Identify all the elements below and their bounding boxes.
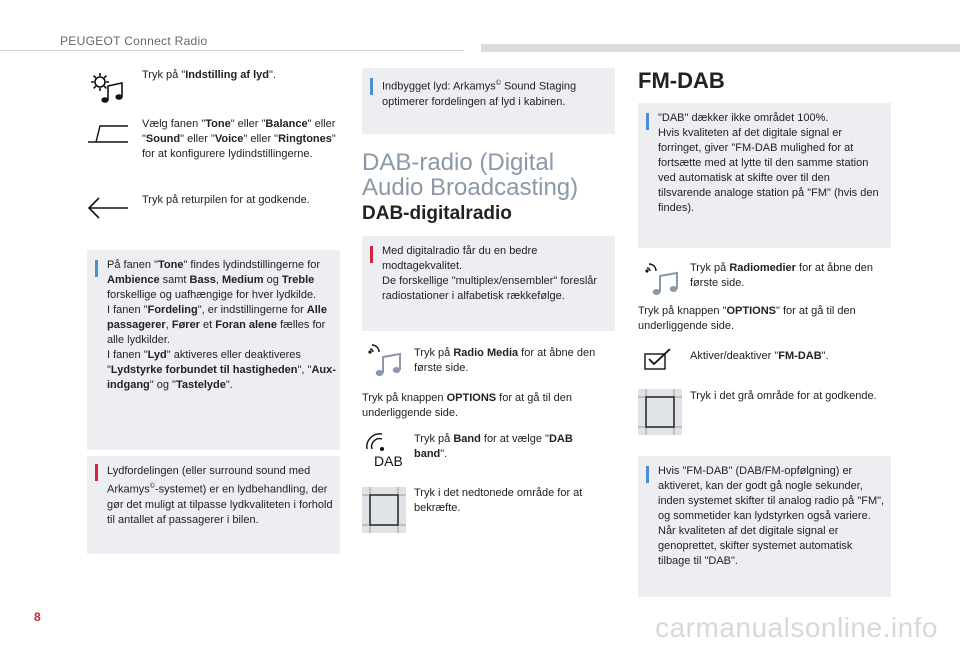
page-number: 8	[34, 610, 41, 624]
col1-warning-text: Lydfordelingen (eller surround sound med Arkamys©-systemet) er en lydbehandling, der gør det muligt at tilpasse lydkvaliteten i forhold til antallet af passagerer i bilen.	[107, 465, 333, 526]
watermark: carmanualsonline.info	[655, 612, 938, 643]
col2-info-box	[362, 68, 615, 134]
subsection-title-dab: DAB-digitalradio	[362, 203, 512, 224]
col1-info-text: På fanen "Tone" findes lydindstillingerne for Ambience samt Bass, Medium og Treble forskellige og uafhængige for hver lydkilde. I fanen "Fordeling", er indstillingerne for Alle passagerer, Fører et Foran alene fælles for alle lydkilder. I fanen "Lyd" aktiveres eller deaktiveres "Lydstyrke forbundet til hastigheden", "Aux-indgang" og "Tastelyde".	[107, 259, 336, 391]
info-marker	[370, 78, 373, 95]
col2-step2-text: Tryk på Band for at vælge "DAB band".	[414, 433, 573, 460]
col3-info-box-2	[638, 456, 891, 597]
settings-music-icon	[86, 70, 128, 106]
col2-info-text: Indbygget lyd: Arkamys© Sound Staging optimerer fordelingen af lyd i kabinen.	[382, 80, 577, 108]
col2-step3-text: Tryk i det nedtonede område for at bekræfte.	[414, 487, 583, 514]
greyed-area-icon	[362, 487, 406, 533]
info-marker	[646, 466, 649, 483]
col3-step3-text: Tryk i det grå område for at godkende.	[690, 390, 877, 402]
col2-step1-text: Tryk på Radio Media for at åbne den første side.	[414, 347, 596, 374]
col1-step2-text: Vælg fanen "Tone" eller "Balance" eller "Sound" eller "Voice" eller "Ringtones" for at konfigurere lydindstillingerne.	[142, 118, 336, 160]
col3-info-text: "DAB" dækker ikke området 100%. Hvis kvaliteten af det digitale signal er forringet, giver "FM-DAB mulighed for at fortsætte med at lytte til den samme station ved automatisk at skifte over til den tilsvarende analoge station på "FM" (hvis den findes).	[658, 112, 879, 214]
running-header: PEUGEOT Connect Radio	[60, 34, 208, 48]
col2-options-text: Tryk på knappen OPTIONS for at gå til den underliggende side.	[362, 392, 572, 419]
grey-area-icon	[638, 389, 682, 435]
tab-icon	[86, 122, 130, 146]
info-marker	[95, 260, 98, 277]
checkbox-checked-icon	[644, 348, 672, 370]
header-bar	[481, 44, 960, 52]
dab-icon-label: DAB	[374, 453, 403, 469]
col3-info-box	[638, 103, 891, 248]
col1-step3-text: Tryk på returpilen for at godkende.	[142, 194, 310, 206]
col3-step2-text: Aktiver/deaktiver "FM-DAB".	[690, 350, 829, 362]
header-rule	[0, 50, 464, 51]
section-title-dab: DAB-radio (Digital Audio Broadcasting)	[362, 149, 579, 201]
col1-info-box	[87, 250, 340, 450]
radiomedier-icon	[643, 262, 683, 298]
return-arrow-icon	[86, 196, 130, 220]
col1-warning-box	[87, 456, 340, 554]
info-marker	[646, 113, 649, 130]
warning-marker	[370, 246, 373, 263]
radio-media-icon	[366, 343, 406, 379]
fm-dab-title: FM-DAB	[638, 68, 725, 93]
col3-info-text-2: Hvis "FM-DAB" (DAB/FM-opfølgning) er aktiveret, kan der godt gå nogle sekunder, inden systemet skifter til analog radio på "FM", og sommetider kan lydstyrken også variere. Når kvaliteten af det digitale signal er genoprettet, skifter systemet automatisk tilbage til "DAB".	[658, 465, 885, 567]
col2-warning-box	[362, 236, 615, 331]
col1-step1-text: Tryk på "Indstilling af lyd".	[142, 69, 276, 81]
col2-warning-text: Med digitalradio får du en bedre modtagekvalitet. De forskellige "multiplex/ensembler" foreslår radiostationer i alfabetisk rækkefølge.	[382, 245, 598, 302]
col3-step1-text: Tryk på Radiomedier for at åbne den første side.	[690, 262, 874, 289]
col3-options-text: Tryk på knappen "OPTIONS" for at gå til den underliggende side.	[638, 305, 856, 332]
warning-marker	[95, 464, 98, 481]
